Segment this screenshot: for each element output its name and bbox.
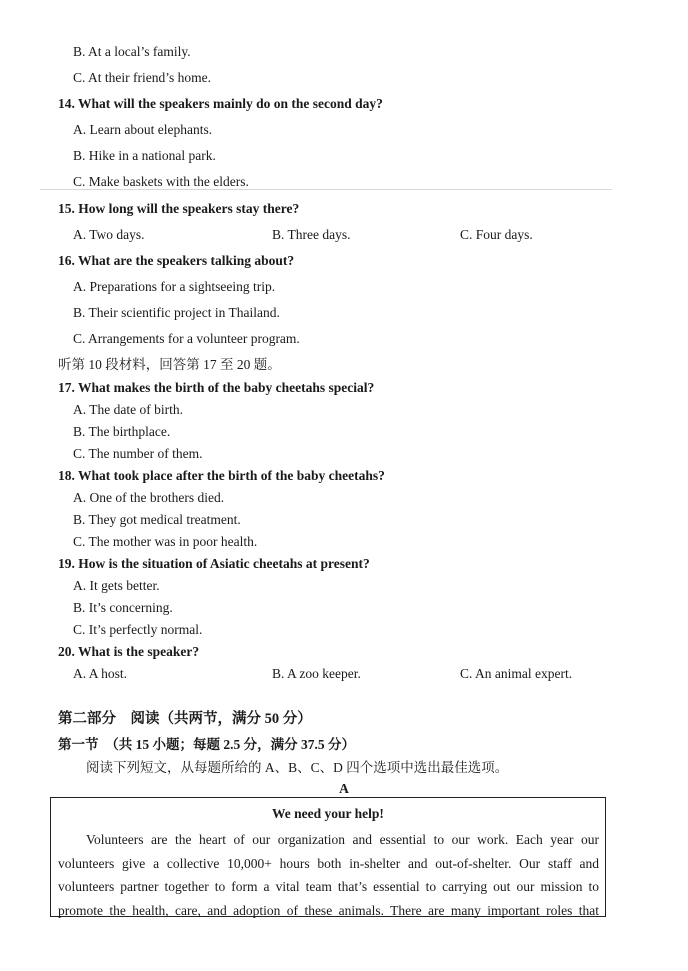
passage-box	[50, 797, 606, 917]
q14-option-a: A. Learn about elephants.	[73, 122, 213, 137]
q18-option-a: A. One of the brothers died.	[73, 490, 225, 505]
passage-label: A	[339, 781, 349, 796]
instruction-material-10: 听第 10 段材料，回答第 17 至 20 题。	[58, 357, 281, 372]
reading-instruction: 阅读下列短文，从每题所给的 A、B、C、D 四个选项中选出最佳选项。	[86, 760, 509, 775]
q17-question: 17. What makes the birth of the baby cheetahs special?	[58, 380, 375, 395]
q20-option-c: C. An animal expert.	[460, 666, 573, 681]
q15-option-c: C. Four days.	[460, 227, 533, 242]
q19-option-b: B. It’s concerning.	[73, 600, 173, 615]
q16-option-a: A. Preparations for a sightseeing trip.	[73, 279, 276, 294]
q17-option-b: B. The birthplace.	[73, 424, 171, 439]
passage-line: volunteers give a collective 10,000+ hours both in-shelter and out-of-shelter. Our staff and	[58, 855, 599, 871]
q20-option-b: B. A zoo keeper.	[272, 666, 361, 681]
passage-body	[58, 828, 599, 922]
q17-option-c: C. The number of them.	[73, 446, 203, 461]
q15-question: 15. How long will the speakers stay there?	[58, 201, 300, 216]
q14-question: 14. What will the speakers mainly do on the second day?	[58, 96, 383, 111]
q15-option-a: A. Two days.	[73, 227, 145, 242]
q15-option-b: B. Three days.	[272, 227, 351, 242]
passage-line: promote the health, care, and adoption of these animals. There are many important roles that	[58, 902, 599, 918]
q13-option-b: B. At a local’s family.	[73, 44, 191, 59]
q19-option-c: C. It’s perfectly normal.	[73, 622, 203, 637]
q16-option-c: C. Arrangements for a volunteer program.	[73, 331, 300, 346]
part2-title: 第二部分 阅读（共两节，满分 50 分）	[58, 711, 312, 727]
passage-line: volunteers partner together to form a vital team that’s essential to carrying out our mission to	[58, 879, 599, 894]
page-fold-line	[40, 189, 612, 190]
q13-option-c: C. At their friend’s home.	[73, 70, 211, 85]
q20-question: 20. What is the speaker?	[58, 644, 200, 659]
q19-option-a: A. It gets better.	[73, 578, 160, 593]
q18-option-b: B. They got medical treatment.	[73, 512, 241, 527]
q14-option-c: C. Make baskets with the elders.	[73, 174, 249, 189]
q18-question: 18. What took place after the birth of the baby cheetahs?	[58, 468, 385, 483]
section1-title: 第一节 （共 15 小题；每题 2.5 分，满分 37.5 分）	[58, 737, 355, 752]
q16-option-b: B. Their scientific project in Thailand.	[73, 305, 280, 320]
passage-line-text: Volunteers are the heart of our organization and essential to our work. Each year our	[86, 832, 599, 847]
q20-option-a: A. A host.	[73, 666, 128, 681]
q17-option-a: A. The date of birth.	[73, 402, 183, 417]
q14-option-b: B. Hike in a national park.	[73, 148, 216, 163]
passage-line	[58, 828, 599, 852]
q16-question: 16. What are the speakers talking about?	[58, 253, 295, 268]
q18-option-c: C. The mother was in poor health.	[73, 534, 258, 549]
passage-title: We need your help!	[272, 806, 384, 821]
q19-question: 19. How is the situation of Asiatic cheetahs at present?	[58, 556, 370, 571]
